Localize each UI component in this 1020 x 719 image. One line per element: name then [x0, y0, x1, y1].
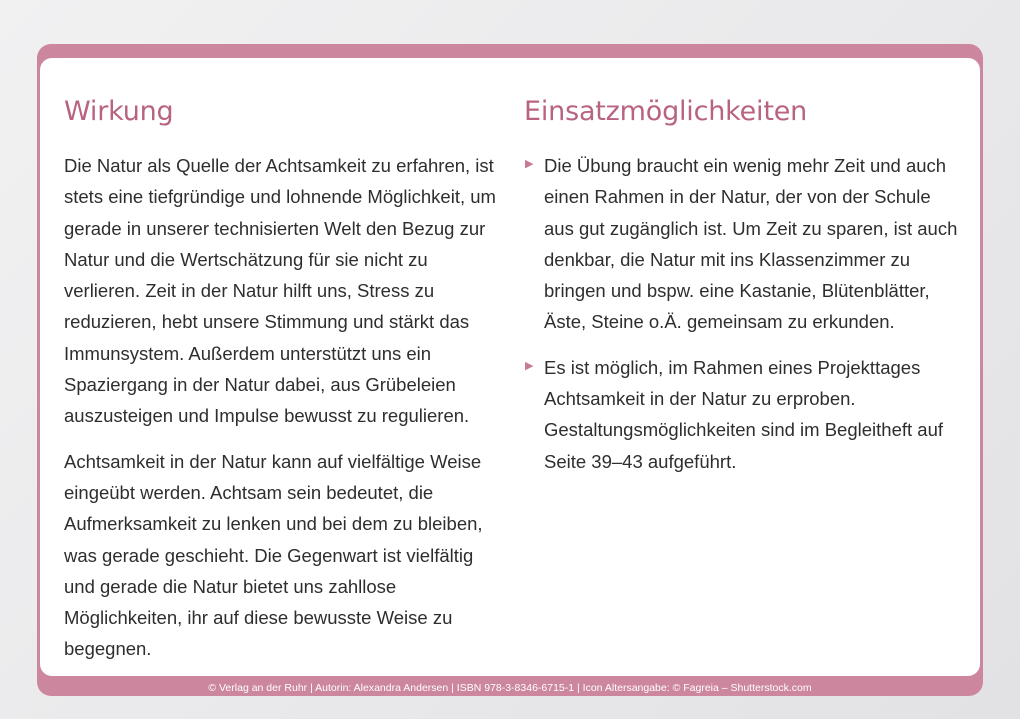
list-item-text: Die Übung braucht ein wenig mehr Zeit und auch einen Rahmen in der Natur, der von der Schule aus gut zugänglich ist. Um Zeit zu sparen, ist auch denkbar, die Natur mit ins Klassenzimmer zu bringen und bspw. eine Kastanie, Blütenblätter, Äste, Steine o.Ä. gemeinsam zu erkunden.	[544, 155, 958, 333]
list-item	[524, 150, 964, 338]
einsatz-section	[524, 95, 964, 477]
wirkung-section	[64, 95, 500, 665]
wirkung-paragraph-2: Achtsamkeit in der Natur kann auf vielfältige Weise eingeübt werden. Achtsam sein bedeutet, die Aufmerksamkeit zu lenken und bei dem zu bleiben, was gerade geschieht. Die Gegenwart ist vielfältig und gerade die Natur bietet uns zahllose Möglichkeiten, ihr auf diese bewusste Weise zu begegnen.	[64, 450, 483, 660]
triangle-right-icon: ▶	[525, 359, 534, 372]
list-item-text: Es ist möglich, im Rahmen eines Projekttages Achtsamkeit in der Natur zu erproben. Gestaltungsmöglichkeiten sind im Begleitheft auf Seite 39–43 aufgeführt.	[544, 356, 943, 472]
wirkung-text	[64, 150, 500, 665]
wirkung-heading: Wirkung	[64, 96, 174, 127]
einsatz-list	[524, 150, 964, 477]
footer-credits: © Verlag an der Ruhr | Autorin: Alexandra Andersen | ISBN 978-3-8346-6715-1 | Icon Altersangabe: © Fagreia – Shutterstock.com	[208, 682, 812, 694]
einsatz-heading: Einsatzmöglichkeiten	[524, 96, 808, 127]
wirkung-paragraph-1: Die Natur als Quelle der Achtsamkeit zu erfahren, ist stets eine tiefgründige und lohnende Möglichkeit, um gerade in unserer technisierten Welt den Bezug zur Natur und die Wertschätzung für sie nicht zu verlieren. Zeit in der Natur hilft uns, Stress zu reduzieren, hebt unsere Stimmung und stärkt das Immunsystem. Außerdem unterstützt uns ein Spaziergang in der Natur dabei, aus Grübeleien auszusteigen und Impulse bewusst zu regulieren.	[64, 155, 496, 427]
list-item	[524, 352, 964, 477]
triangle-right-icon: ▶	[525, 158, 534, 170]
